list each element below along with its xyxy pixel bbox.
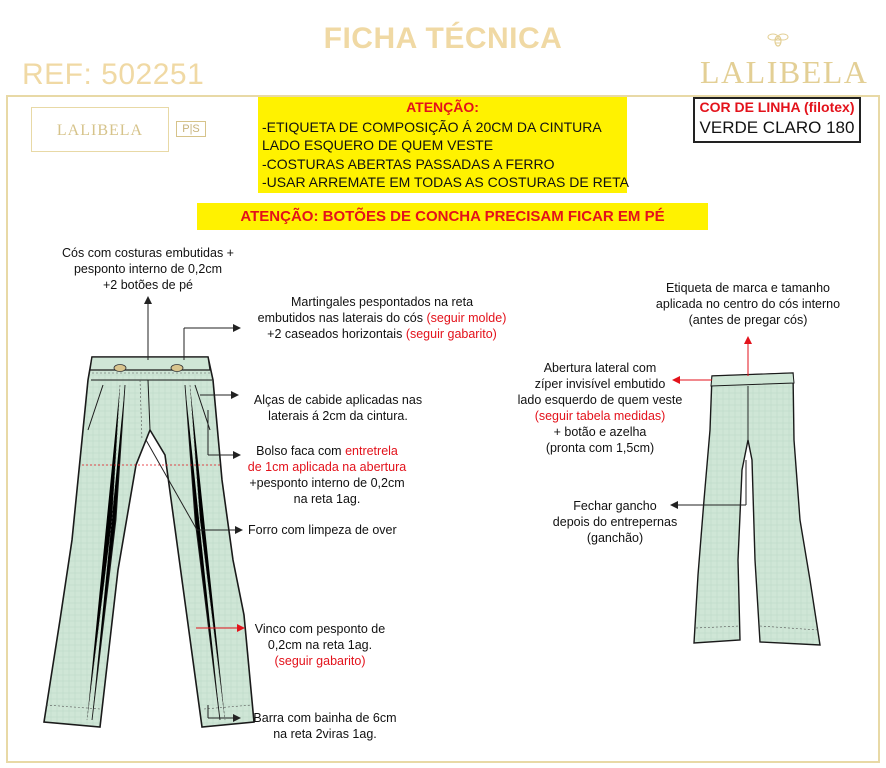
brand-logo: LALIBELA bbox=[700, 54, 869, 90]
note-hook: Fechar gancho depois do entrepernas (ganchão) bbox=[552, 499, 678, 545]
alert-line: LADO ESQUERO DE QUEM VESTE bbox=[262, 137, 494, 153]
note-zipper: Abertura lateral com zíper invisível embutido lado esquerdo de quem veste (seguir tabela medidas) + botão e azelha (pronta com 1,5cm) bbox=[517, 361, 683, 455]
thread-color-value: VERDE CLARO 180 bbox=[699, 118, 855, 137]
alert-line: -USAR ARREMATE EM TODAS AS COSTURAS DE RETA bbox=[262, 174, 629, 190]
thread-color-label: COR DE LINHA (filotex) bbox=[699, 99, 855, 115]
size-label-box: P|S bbox=[176, 121, 206, 137]
alert-title: ATENÇÃO: bbox=[406, 99, 479, 115]
reference-code: REF: 502251 bbox=[22, 58, 205, 91]
page-title: FICHA TÉCNICA bbox=[323, 22, 563, 55]
note-pocket: Bolso faca com entretrela de 1cm aplicada na abertura +pesponto interno de 0,2cm na reta 1ag. bbox=[247, 444, 407, 506]
note-brand-label: Etiqueta de marca e tamanho aplicada no centro do cós interno (antes de pregar cós) bbox=[655, 281, 841, 327]
note-waistband: Cós com costuras embutidas + pesponto interno de 0,2cm +2 botões de pé bbox=[62, 246, 234, 292]
note-martingales: Martingales pespontados na reta embutidos nas laterais do cós (seguir molde) +2 caseados horizontais (seguir gabarito) bbox=[257, 295, 507, 341]
button-warning-banner: ATENÇÃO: BOTÕES DE CONCHA PRECISAM FICAR EM PÉ bbox=[197, 203, 708, 230]
front-pants-drawing bbox=[44, 357, 254, 727]
note-lining: Forro com limpeza de over bbox=[248, 523, 397, 537]
brand-label-box: LALIBELA bbox=[31, 107, 169, 152]
note-hanger-loops: Alças de cabide aplicadas nas laterais á 2cm da cintura. bbox=[253, 393, 423, 423]
alert-line: -ETIQUETA DE COMPOSIÇÃO Á 20CM DA CINTURA bbox=[262, 119, 602, 135]
note-hem: Barra com bainha de 6cm na reta 2viras 1ag. bbox=[253, 711, 397, 741]
alert-line: -COSTURAS ABERTAS PASSADAS A FERRO bbox=[262, 156, 555, 172]
back-pants-drawing bbox=[694, 373, 820, 645]
note-crease: Vinco com pesponto de 0,2cm na reta 1ag. (seguir gabarito) bbox=[254, 622, 386, 668]
